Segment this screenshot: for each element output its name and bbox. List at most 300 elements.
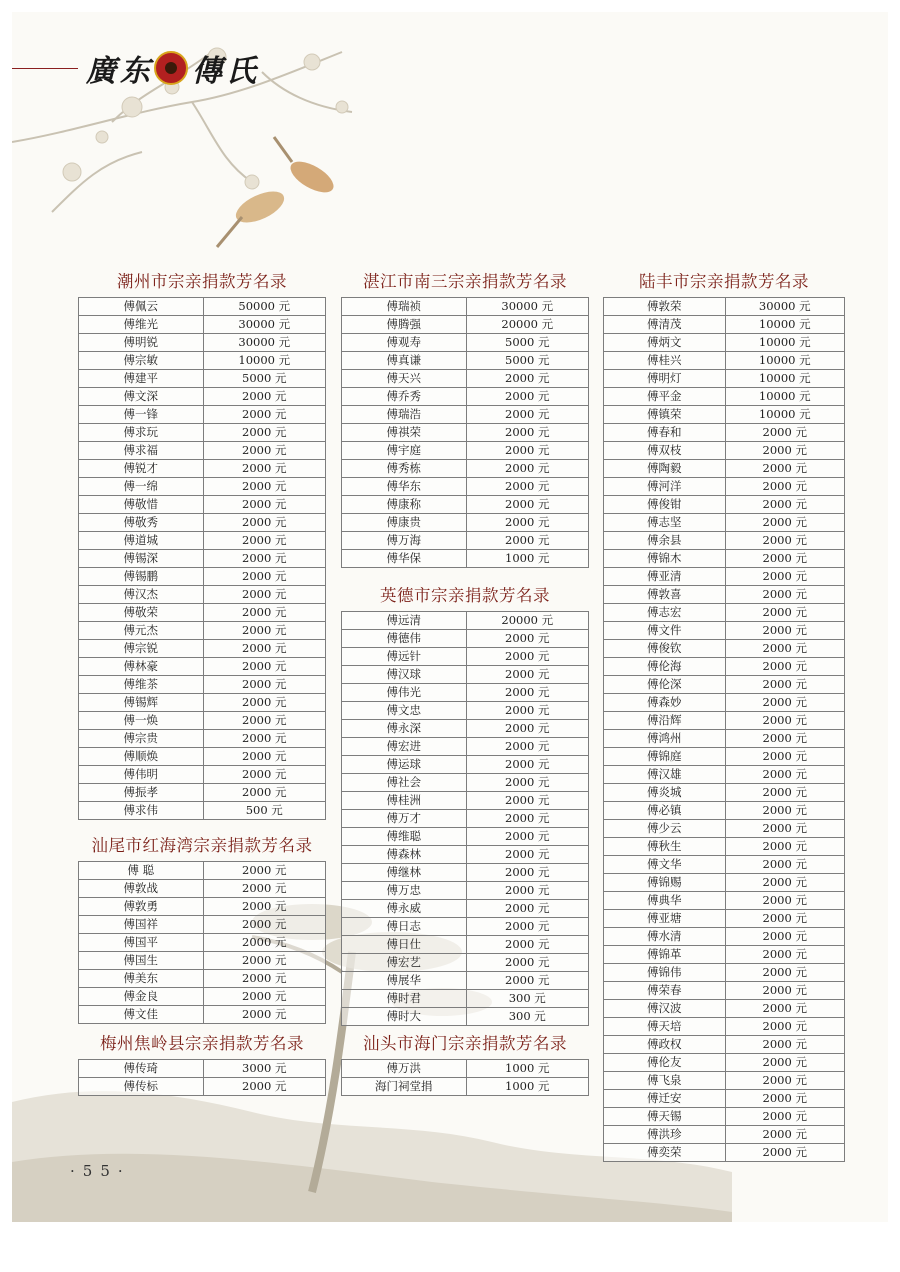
table-row — [604, 694, 845, 712]
table-row — [79, 406, 326, 424]
donor-name: 傅永深 — [342, 720, 467, 738]
table-row — [342, 298, 589, 316]
donation-amount: 2000 元 — [725, 982, 845, 1000]
donor-name: 傅元杰 — [79, 622, 204, 640]
donor-name: 傅秀栋 — [342, 460, 467, 478]
table-row — [604, 604, 845, 622]
donation-amount: 2000 元 — [203, 406, 326, 424]
table-row — [604, 370, 845, 388]
donor-name: 傅道城 — [79, 532, 204, 550]
table-row — [342, 774, 589, 792]
donation-amount: 2000 元 — [203, 730, 326, 748]
donation-amount: 2000 元 — [203, 988, 326, 1006]
donation-amount: 2000 元 — [203, 532, 326, 550]
donor-name: 傅一锋 — [79, 406, 204, 424]
table-row — [604, 874, 845, 892]
donation-amount: 2000 元 — [466, 774, 589, 792]
table-row — [604, 550, 845, 568]
section-shantou — [341, 1030, 589, 1096]
donation-amount: 2000 元 — [725, 1072, 845, 1090]
masthead-char-3: 傳 — [192, 54, 222, 89]
table-row — [604, 460, 845, 478]
donor-name: 傅天兴 — [342, 370, 467, 388]
donor-name: 傅伟明 — [79, 766, 204, 784]
donor-name: 傅锡鹏 — [79, 568, 204, 586]
table-row — [342, 738, 589, 756]
donation-amount: 2000 元 — [725, 1144, 845, 1162]
donor-name: 海门祠堂捐 — [342, 1078, 467, 1096]
section-title: 英德市宗亲捐款芳名录 — [380, 586, 550, 605]
donor-name: 傅维聪 — [342, 828, 467, 846]
table-row — [342, 532, 589, 550]
donation-table — [78, 861, 326, 1024]
donation-amount: 5000 元 — [466, 334, 589, 352]
donation-amount: 10000 元 — [725, 388, 845, 406]
donor-name: 傅维光 — [79, 316, 204, 334]
donor-name: 傅汉球 — [342, 666, 467, 684]
donation-amount: 2000 元 — [203, 568, 326, 586]
section-yingde — [341, 582, 589, 1026]
donation-amount: 5000 元 — [203, 370, 326, 388]
donor-name: 傅秋生 — [604, 838, 726, 856]
table-row — [79, 604, 326, 622]
table-row — [604, 892, 845, 910]
table-row — [342, 334, 589, 352]
donor-name: 傅洪珍 — [604, 1126, 726, 1144]
donation-amount: 2000 元 — [466, 532, 589, 550]
section-title: 陆丰市宗亲捐款芳名录 — [639, 272, 809, 291]
table-row — [342, 936, 589, 954]
table-row — [342, 648, 589, 666]
table-row — [79, 496, 326, 514]
donor-name: 傅求伟 — [79, 802, 204, 820]
donor-name: 傅敬秀 — [79, 514, 204, 532]
table-row — [342, 1008, 589, 1026]
donation-amount: 2000 元 — [203, 514, 326, 532]
donation-amount: 2000 元 — [203, 694, 326, 712]
donor-name: 傅锡辉 — [79, 694, 204, 712]
donor-name: 傅伟光 — [342, 684, 467, 702]
donation-amount: 2000 元 — [203, 862, 326, 880]
donation-amount: 2000 元 — [203, 460, 326, 478]
donation-amount: 50000 元 — [203, 298, 326, 316]
table-row — [342, 550, 589, 568]
section-title: 汕头市海门宗亲捐款芳名录 — [363, 1034, 567, 1053]
donor-name: 傅文华 — [604, 856, 726, 874]
donation-amount: 1000 元 — [466, 550, 589, 568]
table-row — [342, 612, 589, 630]
table-row — [604, 442, 845, 460]
donation-amount: 2000 元 — [203, 586, 326, 604]
table-row — [342, 954, 589, 972]
section-zhanjiang — [341, 268, 589, 568]
donation-amount: 2000 元 — [725, 874, 845, 892]
donation-amount: 10000 元 — [725, 334, 845, 352]
table-row — [79, 862, 326, 880]
table-row — [342, 496, 589, 514]
table-row — [79, 676, 326, 694]
section-chaozhou — [78, 268, 326, 820]
table-row — [604, 622, 845, 640]
donation-amount: 2000 元 — [203, 478, 326, 496]
donor-name: 傅典华 — [604, 892, 726, 910]
donation-amount: 2000 元 — [725, 838, 845, 856]
donation-amount: 2000 元 — [466, 954, 589, 972]
donation-amount: 30000 元 — [725, 298, 845, 316]
table-row — [79, 586, 326, 604]
donor-name: 傅奕荣 — [604, 1144, 726, 1162]
table-row — [79, 1060, 326, 1078]
donor-name: 傅华东 — [342, 478, 467, 496]
donation-amount: 2000 元 — [466, 738, 589, 756]
section-meizhou — [78, 1030, 326, 1096]
donation-amount: 2000 元 — [203, 970, 326, 988]
donor-name: 傅远清 — [342, 612, 467, 630]
donor-name: 傅亚清 — [604, 568, 726, 586]
donation-amount: 2000 元 — [203, 934, 326, 952]
donation-amount: 1000 元 — [466, 1078, 589, 1096]
table-row — [604, 514, 845, 532]
donor-name: 傅日志 — [342, 918, 467, 936]
donation-amount: 300 元 — [466, 990, 589, 1008]
section-title: 汕尾市红海湾宗亲捐款芳名录 — [91, 836, 313, 855]
donor-name: 傅继林 — [342, 864, 467, 882]
donor-name: 傅天培 — [604, 1018, 726, 1036]
table-row — [604, 1126, 845, 1144]
donation-amount: 2000 元 — [725, 460, 845, 478]
table-row — [604, 964, 845, 982]
donor-name: 傅国生 — [79, 952, 204, 970]
donation-amount: 10000 元 — [725, 370, 845, 388]
donor-name: 傅万忠 — [342, 882, 467, 900]
donor-name: 傅康称 — [342, 496, 467, 514]
donation-amount: 2000 元 — [203, 880, 326, 898]
donation-amount: 2000 元 — [203, 550, 326, 568]
table-row — [79, 298, 326, 316]
donation-amount: 2000 元 — [466, 810, 589, 828]
table-row — [342, 630, 589, 648]
donation-amount: 2000 元 — [725, 550, 845, 568]
donor-name: 傅万海 — [342, 532, 467, 550]
donation-amount: 2000 元 — [203, 604, 326, 622]
masthead-char-4: 氏 — [226, 54, 256, 89]
table-row — [342, 388, 589, 406]
table-row — [604, 730, 845, 748]
donor-name: 傅祺荣 — [342, 424, 467, 442]
table-row — [342, 666, 589, 684]
donation-amount: 20000 元 — [466, 612, 589, 630]
donation-amount: 2000 元 — [725, 694, 845, 712]
table-row — [342, 882, 589, 900]
table-row — [604, 1000, 845, 1018]
donor-name: 傅伦深 — [604, 676, 726, 694]
donation-table — [341, 611, 589, 1026]
donor-name: 傅万洪 — [342, 1060, 467, 1078]
donor-name: 傅 聪 — [79, 862, 204, 880]
donor-name: 傅桂兴 — [604, 352, 726, 370]
donation-amount: 2000 元 — [466, 406, 589, 424]
donor-name: 傅日仕 — [342, 936, 467, 954]
donor-name: 傅文件 — [604, 622, 726, 640]
table-row — [79, 478, 326, 496]
table-row — [79, 1006, 326, 1024]
table-row — [342, 720, 589, 738]
donation-amount: 2000 元 — [725, 424, 845, 442]
table-row — [342, 810, 589, 828]
masthead-logo — [86, 48, 256, 88]
donation-amount: 1000 元 — [466, 1060, 589, 1078]
donor-name: 傅传标 — [79, 1078, 204, 1096]
table-row — [342, 406, 589, 424]
donation-amount: 2000 元 — [466, 882, 589, 900]
donor-name: 傅时大 — [342, 1008, 467, 1026]
donation-amount: 2000 元 — [466, 648, 589, 666]
donor-name: 傅汉杰 — [79, 586, 204, 604]
table-row — [342, 846, 589, 864]
table-row — [79, 532, 326, 550]
donor-name: 傅求福 — [79, 442, 204, 460]
table-row — [342, 792, 589, 810]
donation-amount: 2000 元 — [725, 1054, 845, 1072]
donation-amount: 2000 元 — [466, 792, 589, 810]
donor-name: 傅时君 — [342, 990, 467, 1008]
donor-name: 傅锡深 — [79, 550, 204, 568]
donor-name: 傅桂洲 — [342, 792, 467, 810]
donor-name: 傅志坚 — [604, 514, 726, 532]
donation-amount: 2000 元 — [466, 918, 589, 936]
table-row — [79, 694, 326, 712]
table-row — [79, 658, 326, 676]
donor-name: 傅宗贵 — [79, 730, 204, 748]
donor-name: 傅锦赐 — [604, 874, 726, 892]
donation-amount: 2000 元 — [725, 1018, 845, 1036]
seal-emblem-icon — [154, 51, 188, 85]
table-row — [79, 424, 326, 442]
donation-amount: 2000 元 — [466, 900, 589, 918]
donor-name: 傅敦勇 — [79, 898, 204, 916]
donation-amount: 5000 元 — [466, 352, 589, 370]
donation-amount: 2000 元 — [725, 1108, 845, 1126]
donor-name: 傅水清 — [604, 928, 726, 946]
table-row — [342, 442, 589, 460]
donation-table — [603, 297, 845, 1162]
donation-table — [78, 297, 326, 820]
donation-amount: 2000 元 — [203, 766, 326, 784]
donor-name: 傅锦革 — [604, 946, 726, 964]
donor-name: 傅明灯 — [604, 370, 726, 388]
donation-amount: 2000 元 — [725, 730, 845, 748]
table-row — [342, 864, 589, 882]
table-row — [79, 952, 326, 970]
donation-amount: 2000 元 — [203, 496, 326, 514]
donor-name: 傅伦海 — [604, 658, 726, 676]
table-row — [79, 460, 326, 478]
donor-name: 傅伦友 — [604, 1054, 726, 1072]
donation-amount: 2000 元 — [725, 910, 845, 928]
table-row — [342, 1078, 589, 1096]
table-row — [604, 532, 845, 550]
donation-amount: 300 元 — [466, 1008, 589, 1026]
donor-name: 傅乔秀 — [342, 388, 467, 406]
donation-amount: 2000 元 — [203, 748, 326, 766]
donation-amount: 30000 元 — [466, 298, 589, 316]
donor-name: 傅敬荣 — [79, 604, 204, 622]
donor-name: 傅观寿 — [342, 334, 467, 352]
donation-table — [78, 1059, 326, 1096]
donation-amount: 2000 元 — [203, 952, 326, 970]
donor-name: 傅双枝 — [604, 442, 726, 460]
table-row — [79, 748, 326, 766]
donor-name: 傅文深 — [79, 388, 204, 406]
donation-amount: 2000 元 — [725, 856, 845, 874]
donation-amount: 2000 元 — [203, 1078, 326, 1096]
donation-amount: 2000 元 — [466, 666, 589, 684]
table-row — [604, 496, 845, 514]
donation-amount: 500 元 — [203, 802, 326, 820]
section-title: 湛江市南三宗亲捐款芳名录 — [363, 272, 567, 291]
donation-amount: 2000 元 — [466, 514, 589, 532]
donation-amount: 2000 元 — [466, 630, 589, 648]
donation-amount: 2000 元 — [725, 748, 845, 766]
table-row — [604, 784, 845, 802]
donor-name: 傅求玩 — [79, 424, 204, 442]
table-row — [342, 990, 589, 1008]
donation-amount: 2000 元 — [725, 802, 845, 820]
table-row — [79, 1078, 326, 1096]
donation-amount: 2000 元 — [203, 388, 326, 406]
donation-amount: 2000 元 — [203, 712, 326, 730]
table-row — [604, 712, 845, 730]
donation-amount: 2000 元 — [203, 424, 326, 442]
table-row — [79, 334, 326, 352]
table-row — [79, 970, 326, 988]
donor-name: 傅一焕 — [79, 712, 204, 730]
donor-name: 傅文忠 — [342, 702, 467, 720]
donor-name: 傅镇荣 — [604, 406, 726, 424]
table-row — [604, 856, 845, 874]
donation-amount: 2000 元 — [466, 702, 589, 720]
donor-name: 傅真谦 — [342, 352, 467, 370]
table-row — [604, 298, 845, 316]
donor-name: 傅亚塘 — [604, 910, 726, 928]
donation-amount: 10000 元 — [725, 316, 845, 334]
donor-name: 傅汉波 — [604, 1000, 726, 1018]
table-row — [342, 424, 589, 442]
donor-name: 傅敦荣 — [604, 298, 726, 316]
table-row — [604, 1072, 845, 1090]
table-row — [604, 946, 845, 964]
donor-name: 傅森林 — [342, 846, 467, 864]
donor-name: 傅沿辉 — [604, 712, 726, 730]
donor-name: 傅文佳 — [79, 1006, 204, 1024]
table-row — [79, 316, 326, 334]
donation-amount: 10000 元 — [725, 406, 845, 424]
table-row — [604, 838, 845, 856]
donor-name: 傅平金 — [604, 388, 726, 406]
donor-name: 傅美东 — [79, 970, 204, 988]
table-row — [342, 1060, 589, 1078]
donor-name: 傅瑞祯 — [342, 298, 467, 316]
donation-amount: 2000 元 — [466, 720, 589, 738]
donation-amount: 2000 元 — [725, 514, 845, 532]
donor-name: 傅国平 — [79, 934, 204, 952]
donor-name: 傅森妙 — [604, 694, 726, 712]
table-row — [604, 928, 845, 946]
table-row — [604, 1108, 845, 1126]
donor-name: 傅清茂 — [604, 316, 726, 334]
table-row — [604, 748, 845, 766]
donor-name: 傅远针 — [342, 648, 467, 666]
donation-amount: 2000 元 — [203, 640, 326, 658]
table-row — [342, 684, 589, 702]
table-row — [79, 880, 326, 898]
donor-name: 傅炎城 — [604, 784, 726, 802]
masthead-char-2: 东 — [120, 54, 150, 89]
donor-name: 傅陶毅 — [604, 460, 726, 478]
table-row — [79, 514, 326, 532]
donor-name: 傅宏进 — [342, 738, 467, 756]
donor-name: 傅志宏 — [604, 604, 726, 622]
donor-name: 傅俊钳 — [604, 496, 726, 514]
donation-amount: 2000 元 — [725, 532, 845, 550]
table-row — [604, 568, 845, 586]
donation-amount: 2000 元 — [725, 820, 845, 838]
donor-name: 傅必镇 — [604, 802, 726, 820]
donation-amount: 2000 元 — [203, 784, 326, 802]
donation-table — [341, 1059, 589, 1096]
table-row — [342, 316, 589, 334]
donor-name: 傅顺焕 — [79, 748, 204, 766]
donor-name: 傅敦战 — [79, 880, 204, 898]
donation-amount: 2000 元 — [466, 972, 589, 990]
donation-amount: 2000 元 — [466, 496, 589, 514]
donation-amount: 2000 元 — [725, 676, 845, 694]
donor-name: 傅汉雄 — [604, 766, 726, 784]
table-row — [604, 640, 845, 658]
donation-amount: 2000 元 — [725, 658, 845, 676]
table-row — [604, 406, 845, 424]
donation-amount: 2000 元 — [203, 676, 326, 694]
donor-name: 傅宗锐 — [79, 640, 204, 658]
table-row — [604, 388, 845, 406]
donor-name: 傅迁安 — [604, 1090, 726, 1108]
donor-name: 傅锐才 — [79, 460, 204, 478]
table-row — [342, 352, 589, 370]
donation-amount: 30000 元 — [203, 334, 326, 352]
table-row — [79, 550, 326, 568]
donor-name: 傅政权 — [604, 1036, 726, 1054]
donor-name: 傅万才 — [342, 810, 467, 828]
donor-name: 傅少云 — [604, 820, 726, 838]
donation-amount: 2000 元 — [725, 766, 845, 784]
table-row — [604, 1036, 845, 1054]
donation-amount: 2000 元 — [725, 442, 845, 460]
table-row — [79, 388, 326, 406]
donation-amount: 20000 元 — [466, 316, 589, 334]
table-row — [604, 586, 845, 604]
donor-name: 傅维茶 — [79, 676, 204, 694]
donation-amount: 2000 元 — [725, 1126, 845, 1144]
table-row — [79, 784, 326, 802]
donation-amount: 2000 元 — [466, 846, 589, 864]
table-row — [604, 478, 845, 496]
donor-name: 傅金良 — [79, 988, 204, 1006]
table-row — [604, 676, 845, 694]
table-row — [604, 982, 845, 1000]
table-row — [604, 1090, 845, 1108]
table-row — [342, 478, 589, 496]
donor-name: 傅宗敏 — [79, 352, 204, 370]
